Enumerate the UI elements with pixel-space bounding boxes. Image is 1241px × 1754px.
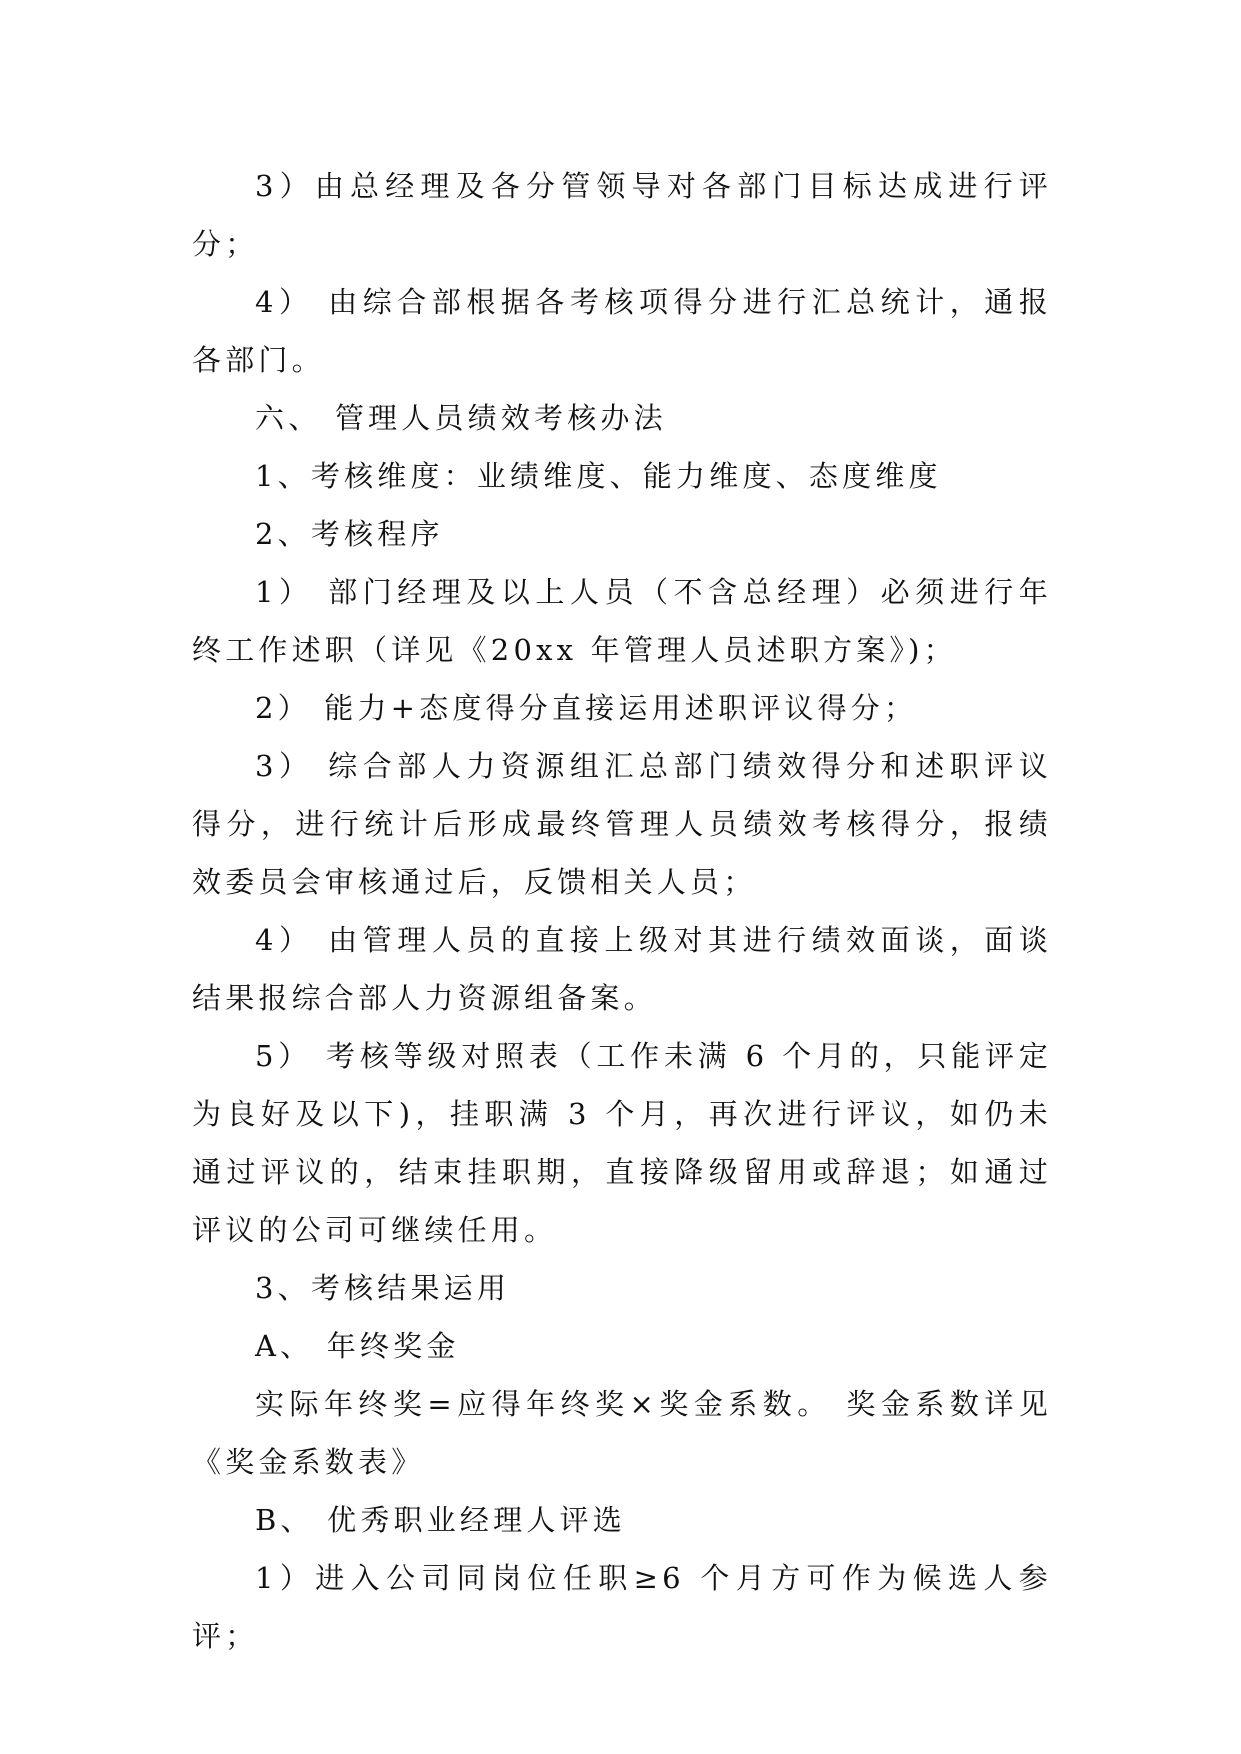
paragraph-bonus-formula: 实际年终奖=应得年终奖×奖金系数。 奖金系数详见《奖金系数表》	[192, 1387, 1052, 1479]
paragraph-ability-attitude-score: 2） 能力+态度得分直接运用述职评议得分；	[255, 691, 918, 725]
document-body	[192, 157, 1052, 1665]
section-heading-management-appraisal: 六、 管理人员绩效考核办法	[255, 401, 667, 435]
paragraph-performance-interview: 4） 由管理人员的直接上级对其进行绩效面谈，面谈结果报综合部人力资源组备案。	[192, 923, 1052, 1015]
subheading-year-end-bonus: A、 年终奖金	[255, 1329, 460, 1363]
subheading-excellent-manager: B、 优秀职业经理人评选	[255, 1503, 626, 1537]
paragraph-appraisal-dimensions: 1、考核维度：业绩维度、能力维度、态度维度	[255, 459, 942, 493]
paragraph-scoring-by-leaders: 3）由总经理及各分管领导对各部门目标达成进行评分；	[192, 169, 1052, 261]
subheading-result-application: 3、考核结果运用	[255, 1271, 511, 1305]
paragraph-candidate-eligibility: 1）进入公司同岗位任职≥6 个月方可作为候选人参评；	[192, 1561, 1052, 1653]
paragraph-hr-consolidation: 3） 综合部人力资源组汇总部门绩效得分和述职评议得分，进行统计后形成最终管理人员绩效考核得分，报绩效委员会审核通过后，反馈相关人员；	[192, 749, 1052, 899]
paragraph-grade-table: 5） 考核等级对照表（工作未满 6 个月的，只能评定为良好及以下)，挂职满 3 个月，再次进行评议，如仍未通过评议的，结束挂职期，直接降级留用或辞退；如通过评议的公司可继续任用。	[192, 1039, 1052, 1247]
paragraph-summary-statistics: 4） 由综合部根据各考核项得分进行汇总统计，通报各部门。	[192, 285, 1052, 377]
subheading-appraisal-procedure: 2、考核程序	[255, 517, 444, 551]
paragraph-annual-report: 1） 部门经理及以上人员（不含总经理）必须进行年终工作述职（详见《20xx 年管理人员述职方案》)；	[192, 575, 1052, 667]
